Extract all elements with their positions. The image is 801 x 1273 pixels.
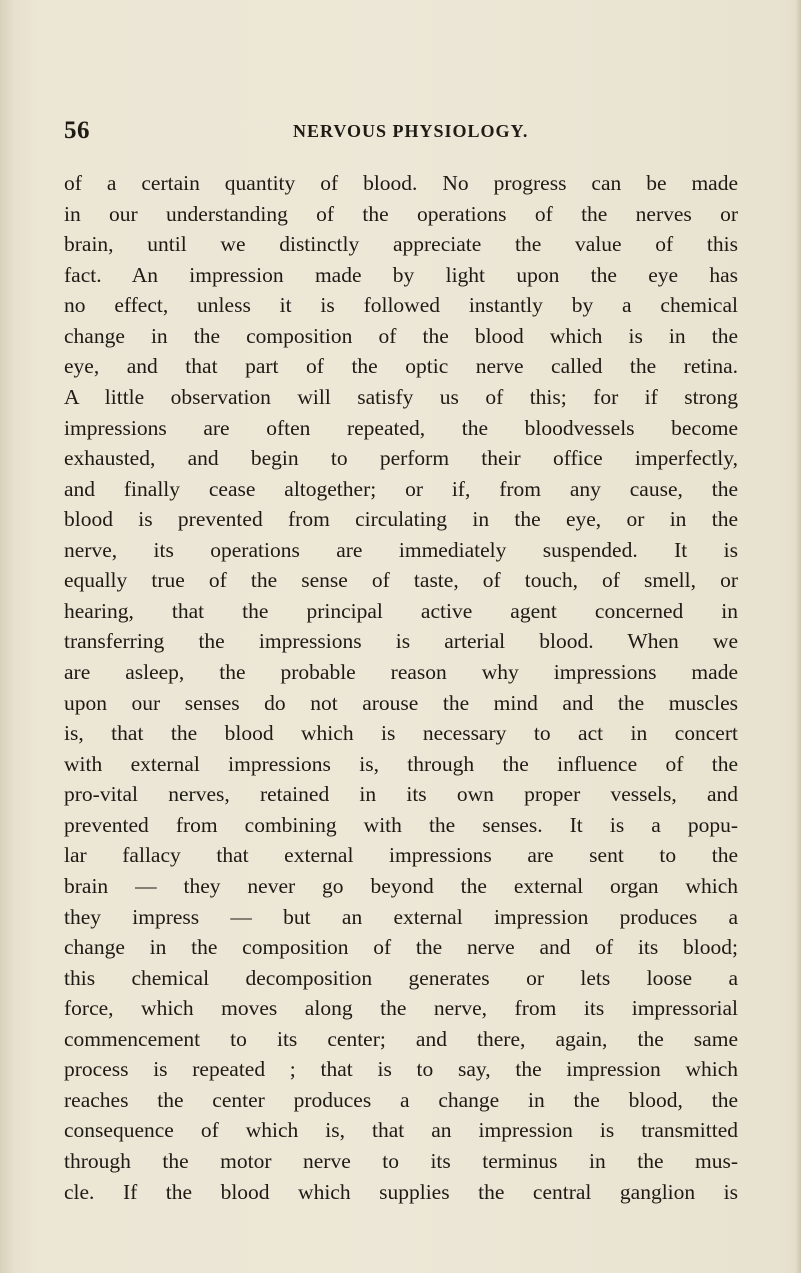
text-line: are asleep, the probable reason why impressions made [64, 660, 738, 684]
text-line: impressions are often repeated, the bloodvessels become [64, 415, 738, 440]
text-line: with external impressions is, through the influence of the [64, 751, 738, 776]
text-line: they impress — but an external impression produces a [64, 904, 738, 929]
text-line: transferring the impressions is arterial blood. When we [64, 629, 738, 654]
page-edge-shadow [795, 0, 801, 1273]
running-head: NERVOUS PHYSIOLOGY. [293, 121, 529, 141]
text-line: eye, and that part of the optic nerve called the retina. [64, 354, 738, 379]
text-line: in our understanding of the operations of the nerves or [64, 201, 738, 226]
text-line: pro-vital nerves, retained in its own proper vessels, and [64, 782, 738, 807]
text-line: consequence of which is, that an impression is transmitted [64, 1118, 738, 1143]
text-line: exhausted, and begin to perform their office imperfectly, [64, 446, 738, 471]
text-line: of a certain quantity of blood. No progress can be made [64, 171, 738, 195]
page-gutter-shadow [0, 0, 14, 1273]
text-line: this chemical decomposition generates or lets loose a [64, 965, 738, 990]
text-line: equally true of the sense of taste, of touch, of smell, or [64, 568, 738, 593]
text-line: lar fallacy that external impressions are sent to the [64, 843, 738, 868]
text-line: fact. An impression made by light upon the eye has [64, 262, 738, 287]
text-line: no effect, unless it is followed instantly by a chemical [64, 293, 738, 318]
text-line: through the motor nerve to its terminus in the mus- [64, 1149, 738, 1173]
text-line: nerve, its operations are immediately suspended. It is [64, 537, 738, 562]
text-line: upon our senses do not arouse the mind and the muscles [64, 690, 738, 715]
body-text [64, 168, 738, 1207]
text-line: brain, until we distinctly appreciate the value of this [64, 232, 738, 257]
text-line: blood is prevented from circulating in the eye, or in the [64, 507, 738, 532]
text-line: change in the composition of the nerve and of its blood; [64, 935, 738, 960]
text-line: is, that the blood which is necessary to act in concert [64, 721, 738, 746]
text-line: hearing, that the principal active agent concerned in [64, 598, 738, 623]
text-line: and finally cease altogether; or if, from any cause, the [64, 476, 738, 501]
text-line: prevented from combining with the senses. It is a popu- [64, 812, 738, 837]
text-line: reaches the center produces a change in the blood, the [64, 1087, 738, 1112]
text-line: cle. If the blood which supplies the central ganglion is [64, 1179, 738, 1204]
text-line: commencement to its center; and there, again, the same [64, 1026, 738, 1051]
text-line: process is repeated ; that is to say, the impression which [64, 1057, 738, 1082]
page-number: 56 [64, 117, 90, 144]
text-line: force, which moves along the nerve, from its impressorial [64, 996, 738, 1021]
text-line: change in the composition of the blood which is in the [64, 323, 738, 348]
text-line: A little observation will satisfy us of this; for if strong [64, 384, 738, 409]
text-line: brain — they never go beyond the external organ which [64, 873, 738, 898]
